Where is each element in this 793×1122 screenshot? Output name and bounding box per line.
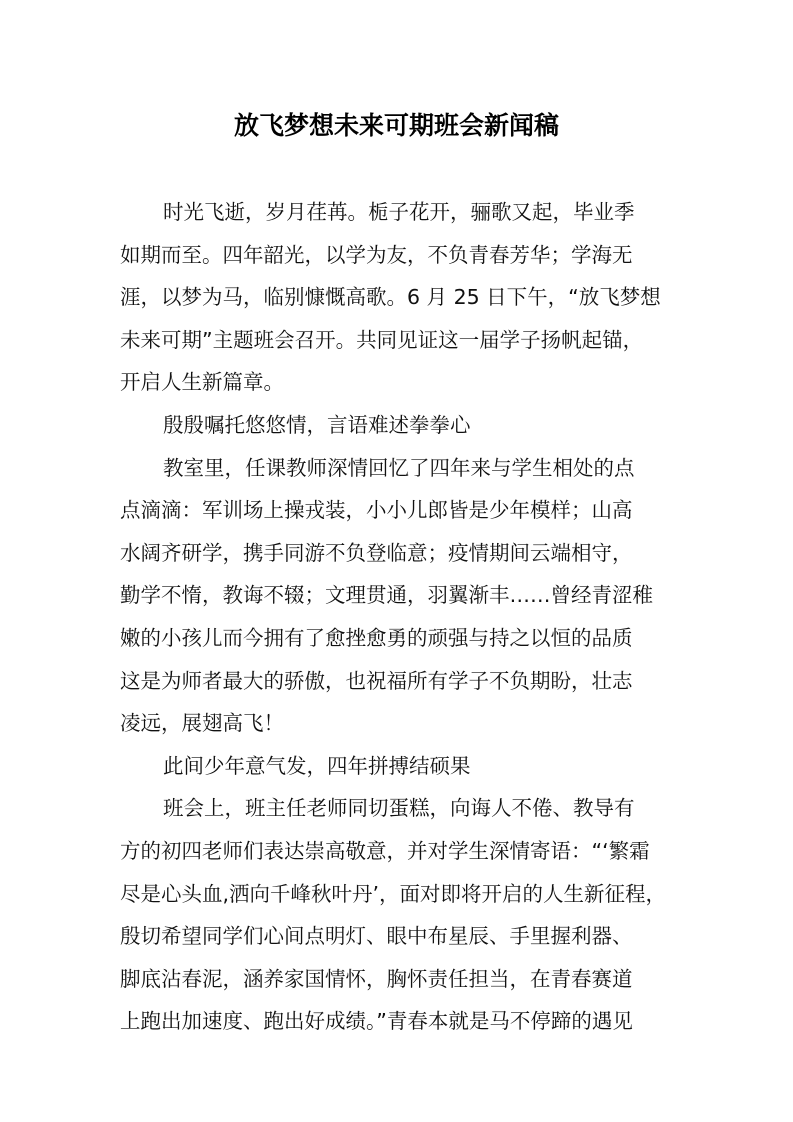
- section-heading: 此间少年意气发，四年拼搏结硕果: [163, 753, 471, 778]
- paragraph-line: 点滴滴：军训场上操戎装，小小儿郎皆是少年模样；山高: [120, 498, 633, 523]
- document-body: [120, 191, 700, 1043]
- paragraph-line: 班会上，班主任老师同切蛋糕，向诲人不倦、教导有: [163, 796, 635, 821]
- paragraph-line: 勤学不惰，教诲不辍；文理贯通，羽翼渐丰……曾经青涩稚: [120, 583, 653, 608]
- paragraph-line: 尽是心头血,洒向千峰秋叶丹’，面对即将开启的人生新征程，: [120, 881, 667, 906]
- paragraph-line: 嫩的小孩儿而今拥有了愈挫愈勇的顽强与持之以恒的品质: [120, 625, 633, 650]
- section-heading: 殷殷嘱托悠悠情，言语难述拳拳心: [163, 412, 471, 437]
- paragraph-line: 方的初四老师们表达崇高敬意，并对学生深情寄语：“‘繁霜: [120, 838, 650, 863]
- document-title: 放飞梦想未来可期班会新闻稿: [233, 111, 559, 140]
- paragraph-line: 教室里，任课教师深情回忆了四年来与学生相处的点: [163, 455, 635, 480]
- paragraph-line: 如期而至。四年韶光，以学为友，不负青春芳华；学海无: [120, 242, 633, 267]
- paragraph-line: 这是为师者最大的骄傲，也祝福所有学子不负期盼，壮志: [120, 668, 633, 693]
- paragraph-line: 开启人生新篇章。: [120, 370, 284, 395]
- paragraph-line: 时光飞逝，岁月荏苒。栀子花开，骊歌又起，毕业季: [163, 200, 635, 224]
- paragraph-line: 凌远，展翅高飞！: [120, 711, 284, 736]
- paragraph-line: 脚底沾春泥，涵养家国情怀，胸怀责任担当，在青春赛道: [120, 966, 633, 991]
- paragraph-line: 涯，以梦为马，临别慷慨高歌。6 月 25 日下午，“放飞梦想: [120, 285, 661, 310]
- paragraph-line: 上跑出加速度、跑出好成绩。”青春本就是马不停蹄的遇见: [120, 1009, 633, 1034]
- paragraph-line: 未来可期”主题班会召开。共同见证这一届学子扬帆起锚，: [120, 327, 644, 352]
- paragraph-line: 殷切希望同学们心间点明灯、眼中布星辰、手里握利器、: [120, 924, 633, 949]
- paragraph-line: 水阔齐研学，携手同游不负登临意；疫情期间云端相守，: [120, 540, 633, 565]
